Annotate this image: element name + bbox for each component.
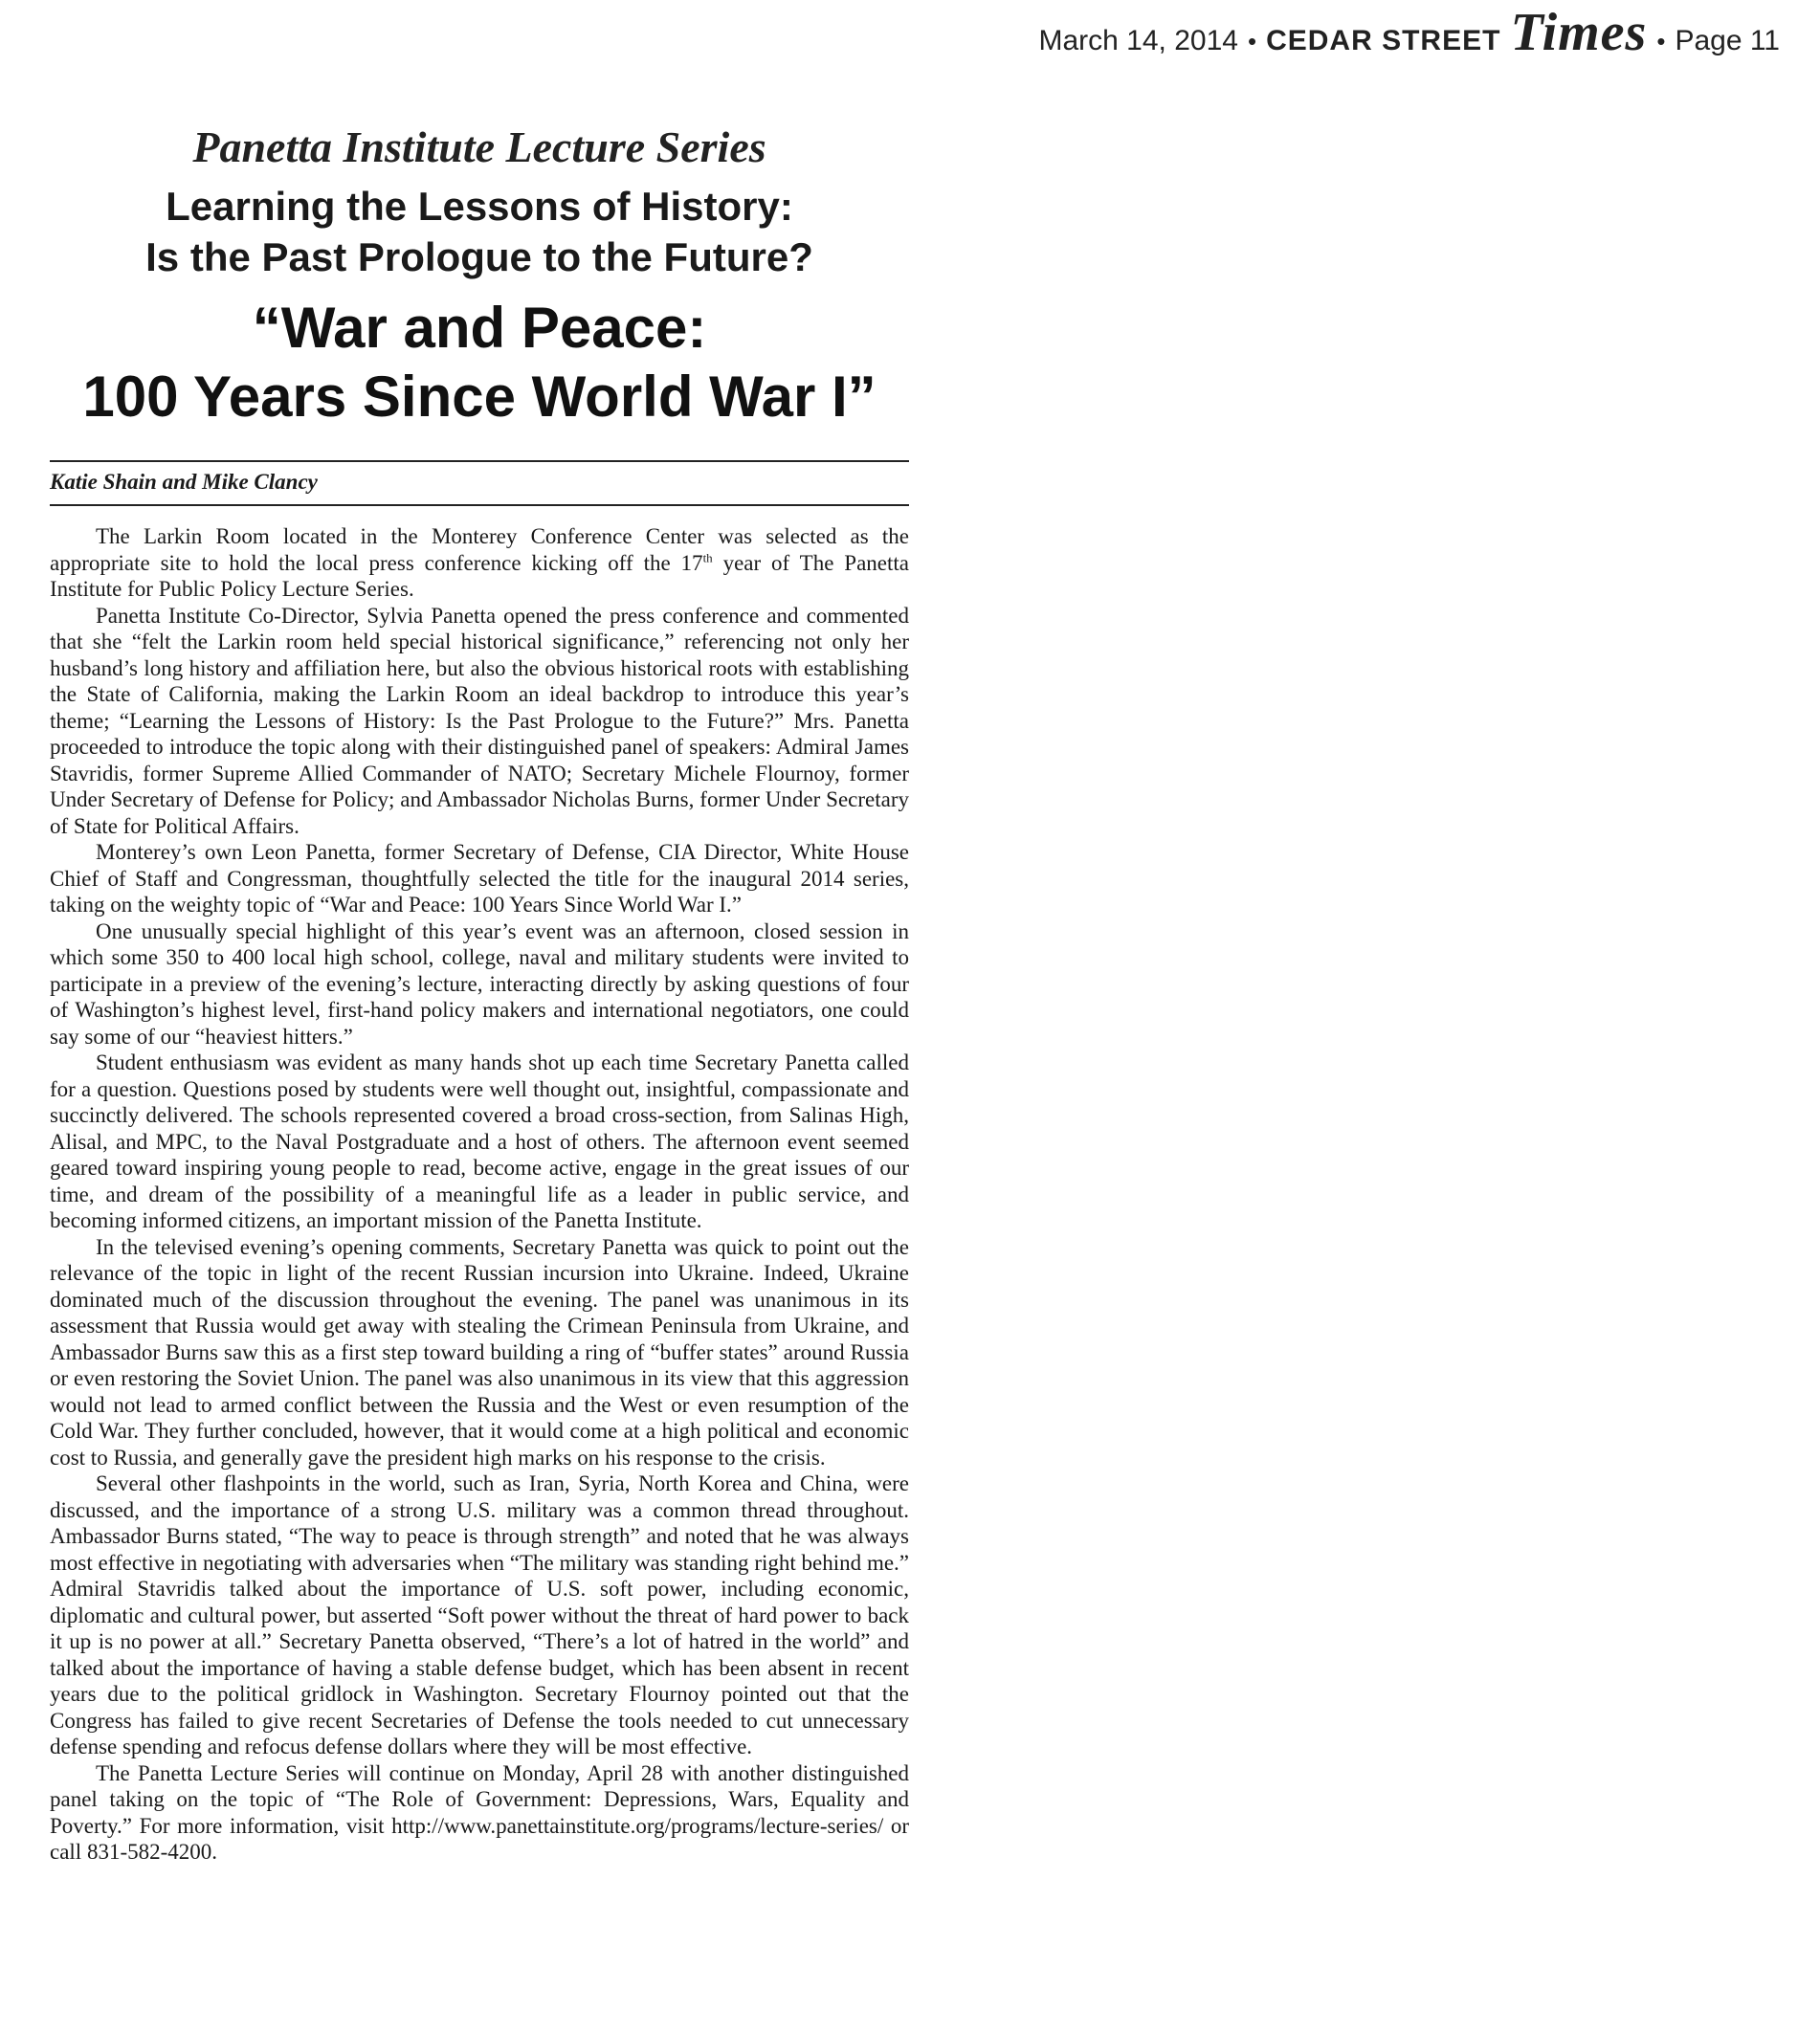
- headline-line-1: “War and Peace:: [252, 296, 707, 360]
- headline-line-2: 100 Years Since World War I”: [82, 365, 877, 429]
- paragraph-8: The Panetta Lecture Series will continue on Monday, April 28 with another distinguished panel taking on the topic of “The Role of Government: Depressions, Wars, Equality and Poverty.” For more information, visit http://www.panettainstitute.org/programs/lecture-series/ or call 831-582-4200.: [50, 1760, 909, 1864]
- subhead-line-2: Is the Past Prologue to the Future?: [145, 234, 813, 279]
- paper-name: CEDAR STREET: [1266, 25, 1501, 56]
- paragraph-5: Student enthusiasm was evident as many hands shot up each time Secretary Panetta called for a question. Questions posed by students were well thought out, insightful, compassionate and succinctly delivered. The schools represented covered a broad cross-section, from Salinas High, Alisal, and MPC, to the Naval Postgraduate and a host of others. The afternoon event seemed geared toward inspiring young people to read, become active, engage in the great issues of our time, and dream of the possibility of a meaningful life as a leader in public service, and becoming informed citizens, an important mission of the Panetta Institute.: [50, 1050, 909, 1232]
- paragraph-4: One unusually special highlight of this year’s event was an afternoon, closed session in which some 350 to 400 local high school, college, naval and military students were invited to participate in a preview of the evening’s lecture, interacting directly by asking questions of four of Washington’s highest level, first-hand policy makers and international negotiators, one could say some of our “heaviest hitters.”: [50, 918, 909, 1049]
- series-title: Panetta Institute Lecture Series: [192, 122, 766, 171]
- paper-name-script: Times: [1510, 3, 1648, 62]
- paragraph-1: [50, 523, 909, 603]
- headline: [50, 294, 909, 431]
- article: [50, 120, 909, 1866]
- byline-rule-bottom: [50, 504, 909, 506]
- subhead: [50, 181, 909, 282]
- masthead: [1038, 3, 1781, 62]
- paragraph-2: Panetta Institute Co-Director, Sylvia Panetta opened the press conference and commented that she “felt the Larkin room held special historical significance,” referencing not only her husband’s long history and affiliation here, but also the obvious historical roots with establishing the State of California, making the Larkin Room an ideal backdrop to introduce this year’s theme; “Learning the Lessons of History: Is the Past Prologue to the Future?” Mrs. Panetta proceeded to introduce the topic along with their distinguished panel of speakers: Admiral James Stavridis, former Supreme Allied Commander of NATO; Secretary Michele Flournoy, former Under Secretary of Defense for Policy; and Ambassador Nicholas Burns, former Under Secretary of State for Political Affairs.: [50, 603, 909, 838]
- issue-date: March 14, 2014: [1038, 25, 1238, 56]
- byline-rule-top: [50, 460, 909, 462]
- paragraph-7: Several other flashpoints in the world, such as Iran, Syria, North Korea and China, were discussed, and the importance of a strong U.S. military was a common thread throughout. Ambassador Burns stated, “The way to peace is through strength” and noted that he was always most effective in negotiating with adversaries when “The military was standing right behind me.” Admiral Stavridis talked about the importance of U.S. soft power, including economic, diplomatic and cultural power, but asserted “Soft power without the threat of hard power to back it up is no power at all.” Secretary Panetta observed, “There’s a lot of hatred in the world” and talked about the importance of having a stable defense budget, which has been absent in recent years due to the political gridlock in Washington. Secretary Flournoy pointed out that the Congress has failed to give recent Secretaries of Defense the tools needed to cut unnecessary defense spending and refocus defense dollars where they will be most effective.: [50, 1471, 909, 1758]
- paragraph-1-text-end: year of The Panetta Institute for Public Policy Lecture Series.: [50, 550, 909, 601]
- byline: Katie Shain and Mike Clancy: [50, 470, 318, 494]
- paragraph-6: In the televised evening’s opening comments, Secretary Panetta was quick to point out the relevance of the topic in light of the recent Russian incursion into Ukraine. Indeed, Ukraine dominated much of the discussion throughout the evening. The panel was unanimous in its assessment that Russia would get away with stealing the Crimean Peninsula from Ukraine, and Ambassador Burns saw this as a first step toward building a ring of “buffer states” around Russia or even restoring the Soviet Union. The panel was also unanimous in its view that this aggression would not lead to armed conflict between the Russia and the West or even resumption of the Cold War. They further concluded, however, that it would come at a high political and economic cost to Russia, and generally gave the president high marks on his response to the crisis.: [50, 1234, 909, 1470]
- subhead-line-1: Learning the Lessons of History:: [166, 184, 793, 229]
- article-body: [50, 523, 909, 1866]
- page-number: Page 11: [1675, 25, 1780, 56]
- paragraph-3: Monterey’s own Leon Panetta, former Secretary of Defense, CIA Director, White House Chief of Staff and Congressman, thoughtfully selected the title for the inaugural 2014 series, taking on the weighty topic of “War and Peace: 100 Years Since World War I.”: [50, 840, 909, 917]
- masthead-separator: •: [1656, 27, 1666, 55]
- paragraph-1-text: The Larkin Room located in the Monterey Conference Center was selected as the appropriate site to hold the local press conference kicking off the 17: [50, 524, 909, 575]
- masthead-separator: •: [1247, 27, 1257, 55]
- ordinal-suffix: th: [702, 549, 713, 564]
